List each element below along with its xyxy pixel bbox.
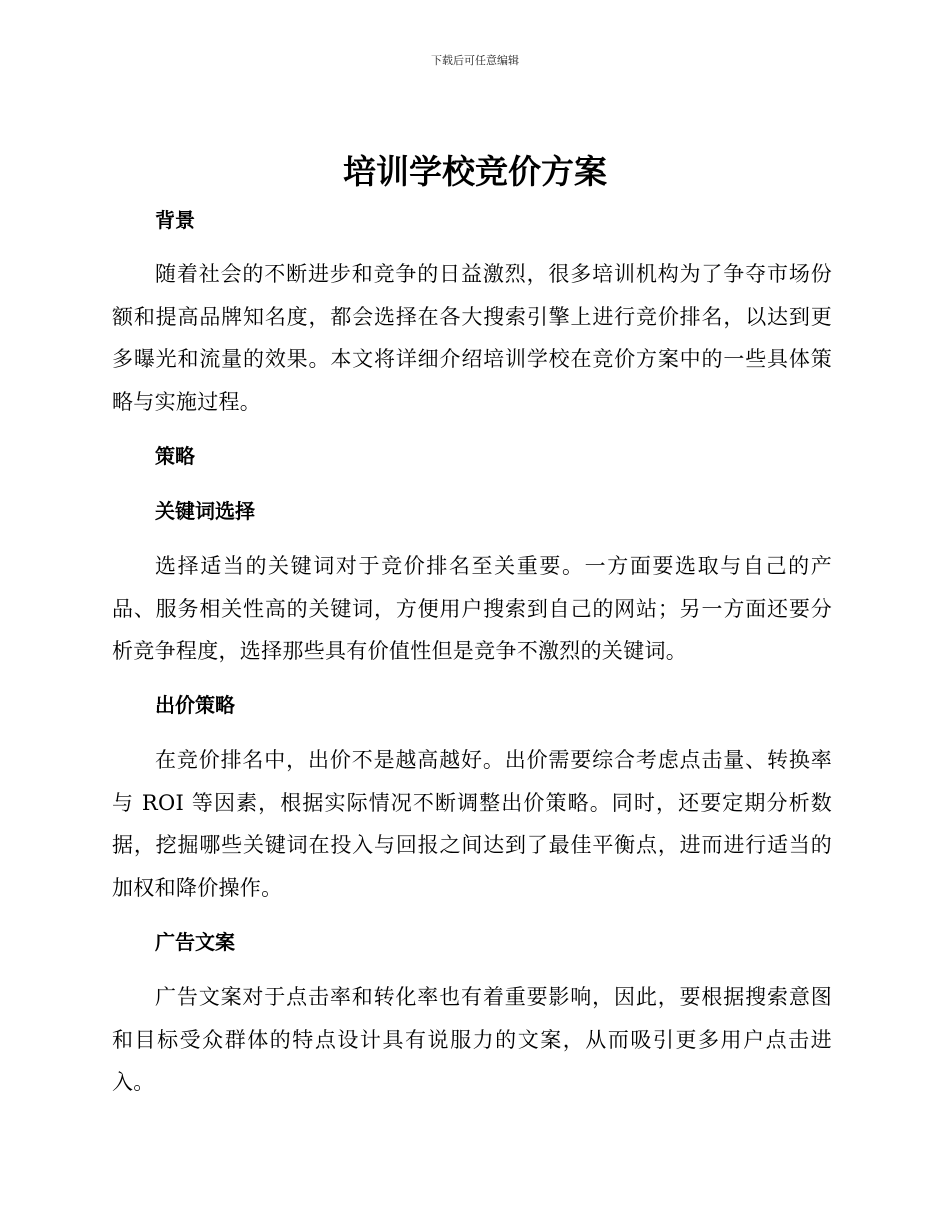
document-title: 培训学校竞价方案 bbox=[343, 152, 607, 191]
section-heading-strategy: 策略 bbox=[155, 444, 195, 468]
paragraph-keyword-selection: 选择适当的关键词对于竞价排名至关重要。一方面要选取与自己的产品、服务相关性高的关键词，方便用户搜索到自己的网站；另一方面还要分析竞争程度，选择那些具有价值性但是竞争不激烈的关键词。 bbox=[112, 554, 832, 663]
paragraph-bid-strategy: 在竞价排名中，出价不是越高越好。出价需要综合考虑点击量、转换率与 ROI 等因素，根据实际情况不断调整出价策略。同时，还要定期分析数据，挖掘哪些关键词在投入与回报之间达到了最佳平衡点，进而进行适当的加权和降价操作。 bbox=[112, 748, 832, 900]
section-heading-background: 背景 bbox=[155, 208, 195, 232]
paragraph-background: 随着社会的不断进步和竞争的日益激烈，很多培训机构为了争夺市场份额和提高品牌知名度，都会选择在各大搜索引擎上进行竞价排名，以达到更多曝光和流量的效果。本文将详细介绍培训学校在竞价方案中的一些具体策略与实施过程。 bbox=[112, 262, 832, 414]
header-note: 下载后可任意编辑 bbox=[431, 54, 519, 67]
subsection-heading-ad-copy: 广告文案 bbox=[155, 930, 235, 954]
paragraph-ad-copy: 广告文案对于点击率和转化率也有着重要影响，因此，要根据搜索意图和目标受众群体的特点设计具有说服力的文案，从而吸引更多用户点击进入。 bbox=[112, 985, 832, 1094]
subsection-heading-bid-strategy: 出价策略 bbox=[155, 693, 235, 717]
subsection-heading-keyword-selection: 关键词选择 bbox=[155, 499, 255, 523]
